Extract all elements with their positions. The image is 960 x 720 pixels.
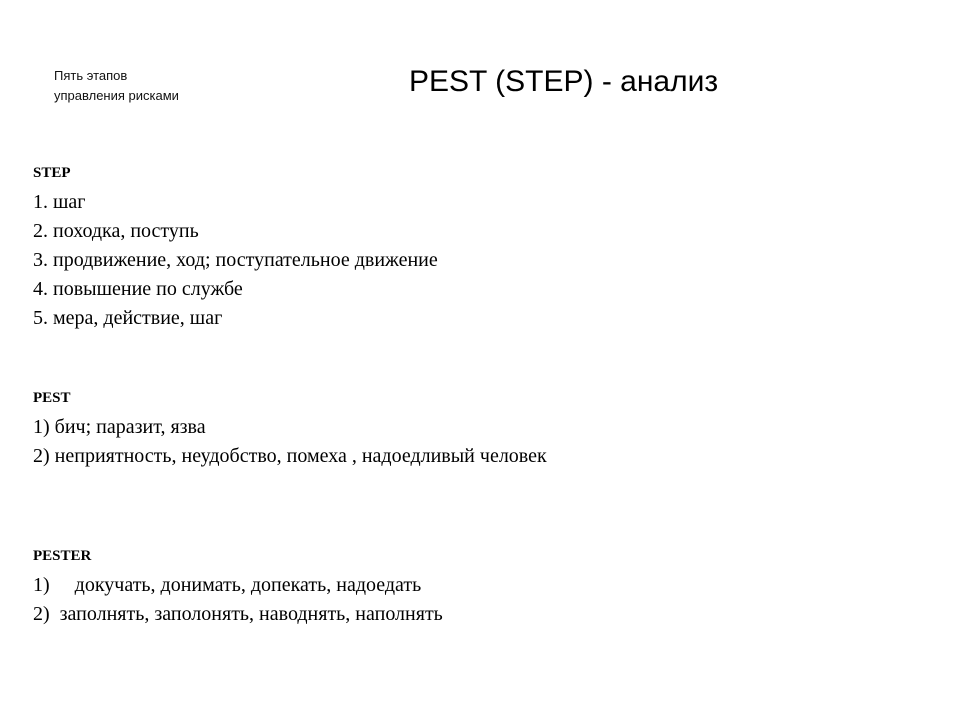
section-heading: PESTER: [33, 548, 92, 564]
definition-line: 2) неприятность, неудобство, помеха , надоедливый человек: [33, 445, 547, 467]
definition-line: 3. продвижение, ход; поступательное движение: [33, 249, 438, 271]
definition-line: 4. повышение по службе: [33, 278, 243, 300]
definition-line: 2. походка, поступь: [33, 220, 199, 242]
section-pest: [33, 389, 547, 471]
definition-line: 1) бич; паразит, язва: [33, 416, 206, 438]
subtitle-line-2: управления рисками: [54, 88, 179, 103]
slide-subtitle: [54, 66, 179, 106]
section-heading: PEST: [33, 390, 71, 406]
definition-line: 5. мера, действие, шаг: [33, 307, 223, 329]
subtitle-line-1: Пять этапов: [54, 68, 128, 83]
section-heading: STEP: [33, 165, 71, 181]
section-pester: [33, 547, 443, 629]
slide-title: PEST (STEP) - анализ: [409, 65, 719, 98]
definition-line: 1. шаг: [33, 191, 86, 213]
definition-line: 1) докучать, донимать, допекать, надоедать: [33, 574, 422, 596]
definition-line: 2) заполнять, заполонять, наводнять, наполнять: [33, 603, 443, 625]
section-step: [33, 164, 438, 333]
